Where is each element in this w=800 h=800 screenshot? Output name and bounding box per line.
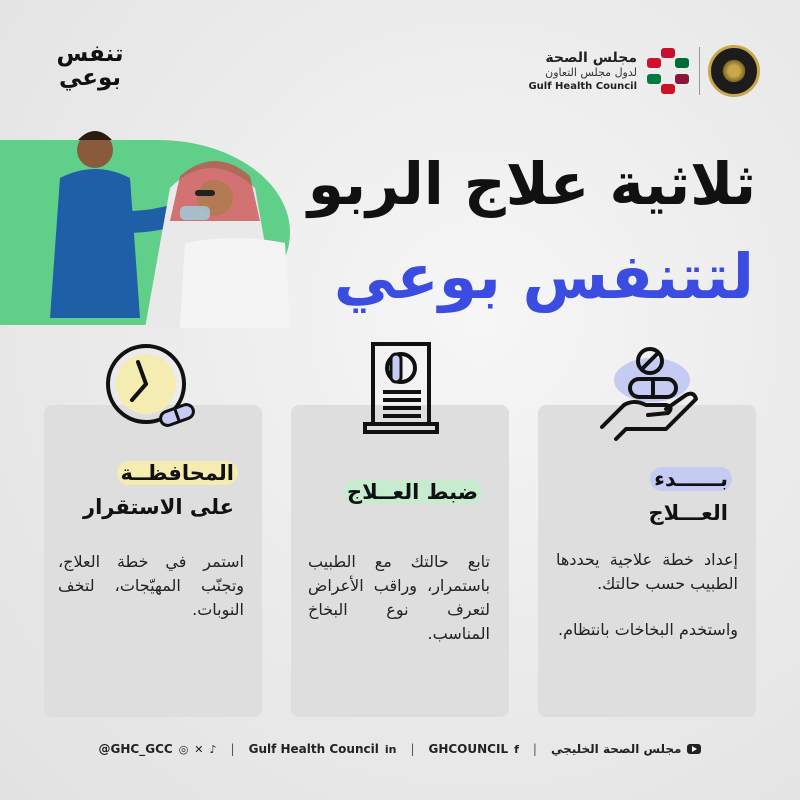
footer-handle-label: @GHC_GCC xyxy=(98,742,173,756)
footer-facebook[interactable] xyxy=(428,742,518,756)
youtube-icon xyxy=(687,744,701,754)
council-sub-ar: لدول مجلس التعاون xyxy=(545,65,637,79)
tiktok-icon: ♪ xyxy=(209,742,217,756)
clock-pill-icon xyxy=(98,338,208,438)
footer-handle[interactable] xyxy=(99,742,217,756)
footer-linkedin[interactable] xyxy=(249,742,397,756)
card-maintain-heading xyxy=(79,456,238,524)
footer-linkedin-label: Gulf Health Council xyxy=(248,742,379,756)
pill-hand-icon xyxy=(592,345,702,445)
card-maintain-heading-line1: المحافظــة xyxy=(117,461,238,485)
card-start-heading-line1: بــــــدء xyxy=(650,467,732,491)
x-icon: ✕ xyxy=(194,742,204,756)
footer-separator: | xyxy=(410,742,415,756)
logo-divider xyxy=(699,47,700,95)
footer-youtube-label: مجلس الصحة الخليجي xyxy=(550,742,682,756)
footer-separator: | xyxy=(532,742,537,756)
campaign-logo-line1: تنفس xyxy=(56,41,124,67)
footer-facebook-label: GHCOUNCIL xyxy=(428,742,509,756)
main-title: ثلاثية علاج الربو xyxy=(307,150,756,218)
council-name xyxy=(528,50,637,93)
card-start-body xyxy=(556,548,738,642)
instagram-icon: ◎ xyxy=(178,742,189,756)
card-start-body-text: إعداد خطة علاجية يحددها الطبيب حسب حالتك. xyxy=(556,550,738,593)
card-start-heading xyxy=(644,462,732,530)
doctor-patient-photo xyxy=(20,118,290,328)
linkedin-icon: in xyxy=(384,742,397,756)
footer-youtube[interactable] xyxy=(551,742,702,756)
footer-separator: | xyxy=(230,742,235,756)
flags-ring-icon xyxy=(645,48,691,94)
card-maintain-body: استمر في خطة العلاج، وتجنّب المهيّجات، لتخف النوبات. xyxy=(58,552,244,619)
gcc-seal-icon xyxy=(708,45,760,97)
main-subtitle: لتتنفس بوعي xyxy=(333,240,754,313)
council-name-en: Gulf Health Council xyxy=(528,80,637,92)
card-control-heading-line1: ضبط العــلاج xyxy=(343,480,482,504)
card-control-heading xyxy=(343,475,482,509)
card-maintain-heading-line2: على الاستقرار xyxy=(83,495,234,519)
card-start-heading-line2: العـــلاج xyxy=(648,501,728,525)
prescription-icon xyxy=(345,338,455,438)
campaign-logo-line2: بوعي xyxy=(58,65,122,91)
card-start-body-text-2: واستخدم البخاخات بانتظام. xyxy=(558,620,738,639)
card-control-body: تابع حالتك مع الطبيب باستمرار، وراقب الأعراض لتعرف نوع البخاخ المناسب. xyxy=(308,552,490,643)
social-footer xyxy=(0,738,800,760)
facebook-icon: f xyxy=(514,742,519,756)
council-name-ar: مجلس الصحة xyxy=(545,49,637,66)
council-logo-block xyxy=(528,40,760,102)
campaign-logo xyxy=(40,42,140,90)
